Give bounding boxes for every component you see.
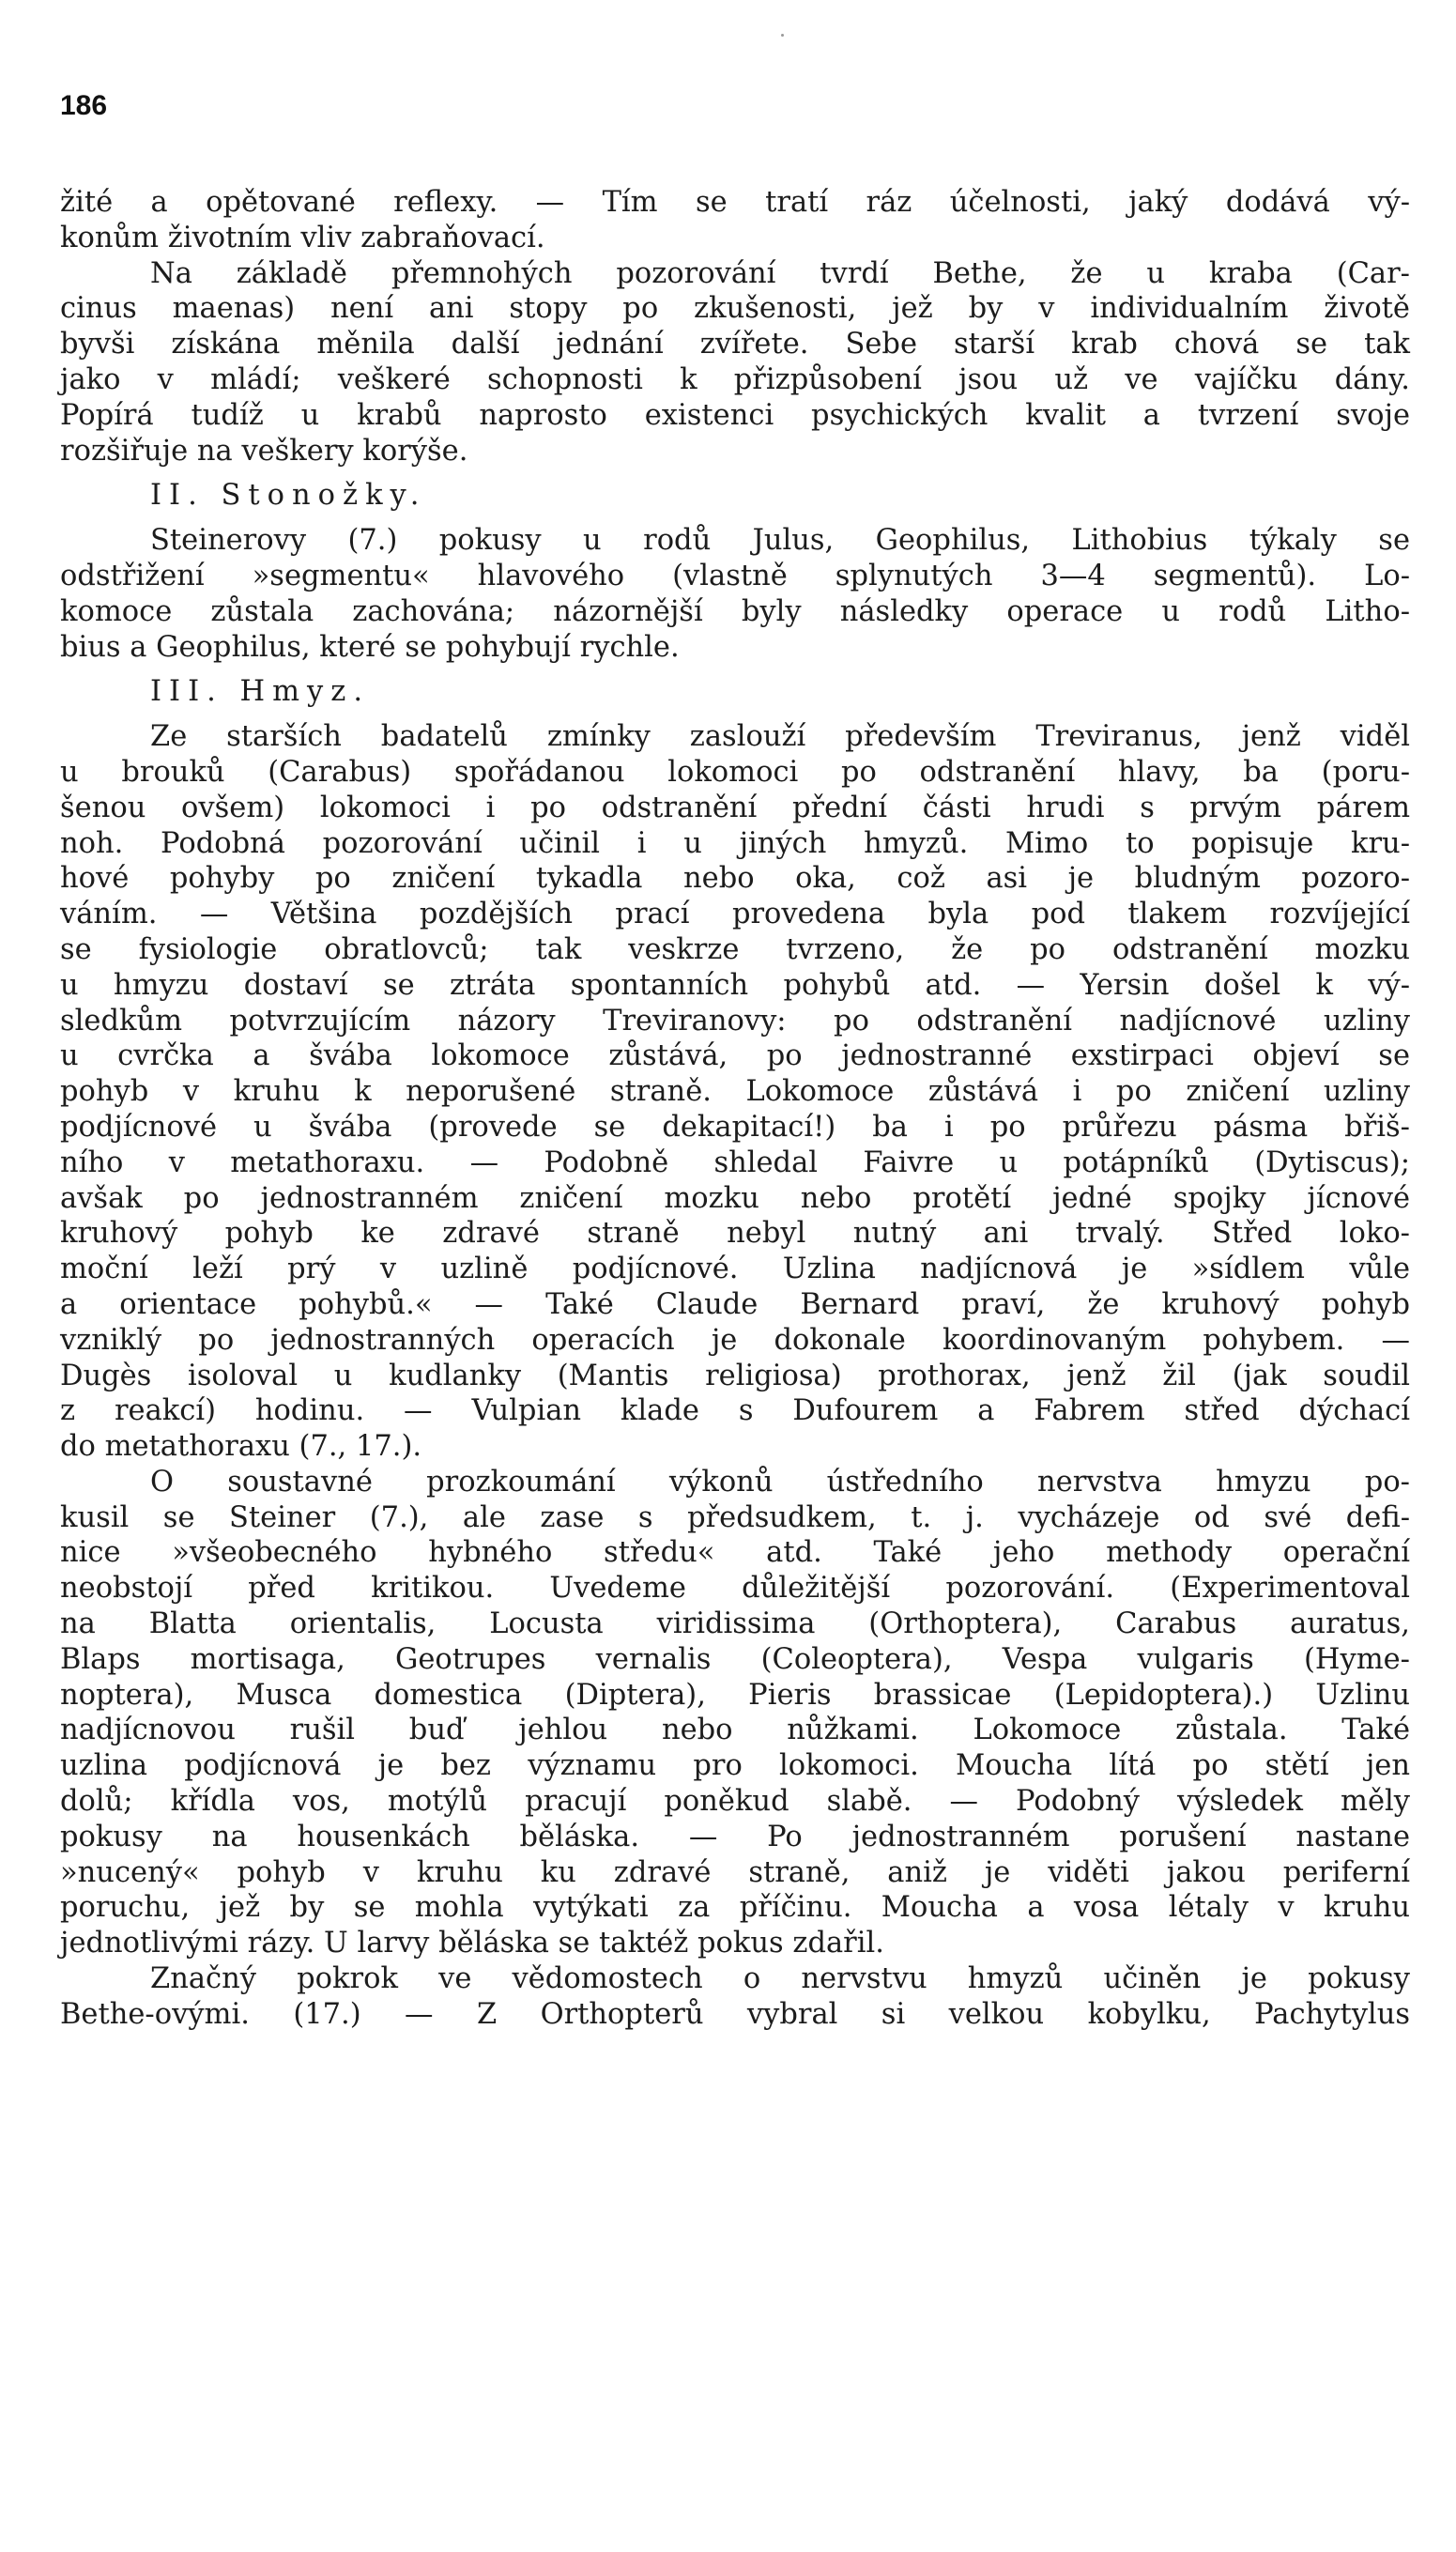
text-line: hové pohyby po zničení tykadla nebo oka, což asi je bludným pozoro- [60,862,1410,896]
text-line: na Blatta orientalis, Locusta viridissima (Orthoptera), Carabus auratus, [60,1607,1410,1641]
body-text [60,185,1410,2033]
text-line: vzniklý po jednostranných operacích je dokonale koordinovaným pohybem. — [60,1323,1410,1357]
text-line: odstřižení »segmentu« hlavového (vlastně splynutých 3—4 segmentů). Lo- [60,559,1410,592]
text-line: O soustavné prozkoumání výkonů ústředního nervstva hmyzu po- [150,1465,1410,1499]
text-line: u hmyzu dostaví se ztráta spontanních pohybů atd. — Yersin došel k vý- [60,968,1410,1002]
text-line: žité a opětované reflexy. — Tím se tratí ráz účelnosti, jaký dodává vý- [60,186,1410,219]
text-line: Značný pokrok ve vědomostech o nervstvu hmyzů učiněn je pokusy [150,1962,1410,1996]
text-line: dolů; křídla vos, motýlů pracují poněkud slabě. — Podobný výsledek měly [60,1785,1410,1819]
text-line: pohyb v kruhu k neporušené straně. Lokomoce zůstává i po zničení uzliny [60,1075,1410,1109]
text-line: Bethe-ovými. (17.) — Z Orthopterů vybral si velkou kobylku, Pachytylus [60,1997,1410,2031]
text-line: avšak po jednostranném zničení mozku nebo protětí jedné spojky jícnové [60,1181,1410,1215]
text-line: váním. — Většina pozdějších prací provedena byla pod tlakem rozvíjející [60,898,1410,931]
text-line: podjícnové u švába (provede se dekapitací!) ba i po průřezu pásma břiš- [60,1110,1410,1144]
text-line: komoce zůstala zachována; názornější byly následky operace u rodů Litho- [60,594,1410,628]
text-line: Steinerovy (7.) pokusy u rodů Julus, Geophilus, Lithobius týkaly se [150,524,1410,558]
scan-speck [781,34,784,37]
text-line: šenou ovšem) lokomoci i po odstranění přední části hrudi s prvým párem [60,791,1410,824]
text-line: konům životním vliv zabraňovací. [60,221,545,254]
text-line: bius a Geophilus, které se pohybují rychle. [60,630,680,664]
text-line: rozšiřuje na veškery korýše. [60,434,468,468]
section-heading: II. Stonožky. [150,479,427,513]
text-line: nadjícnovou rušil buď jehlou nebo nůžkami. Lokomoce zůstala. Také [60,1714,1410,1747]
text-line: »nucený« pohyb v kruhu ku zdravé straně, aniž je viděti jakou periferní [60,1855,1410,1889]
text-line: byvši získána měnila další jednání zvířete. Sebe starší krab chová se tak [60,328,1410,361]
text-line: Popírá tudíž u krabů naprosto existenci psychických kvalit a tvrzení svoje [60,398,1410,432]
text-line: z reakcí) hodinu. — Vulpian klade s Dufourem a Fabrem střed dýchací [60,1394,1410,1428]
text-line: do metathoraxu (7., 17.). [60,1430,422,1464]
text-line: Na základě přemnohých pozorování tvrdí Bethe, že u kraba (Car- [150,256,1410,290]
text-line: neobstojí před kritikou. Uvedeme důležitější pozorování. (Experimentoval [60,1572,1410,1606]
text-line: poruchu, jež by se mohla vytýkati za příčinu. Moucha a vosa létaly v kruhu [60,1891,1410,1925]
text-line: nice »všeobecného hybného středu« atd. Také jeho methody operační [60,1536,1410,1570]
section-heading: III. Hmyz. [150,675,371,709]
text-line: noh. Podobná pozorování učinil i u jiných hmyzů. Mimo to popisuje kru- [60,826,1410,860]
text-line: pokusy na housenkách běláska. — Po jednostranném porušení nastane [60,1820,1410,1853]
text-line: moční leží prý v uzlině podjícnové. Uzlina nadjícnová je »sídlem vůle [60,1253,1410,1286]
text-line: cinus maenas) není ani stopy po zkušenosti, jež by v individualním životě [60,292,1410,326]
text-line: Blaps mortisaga, Geotrupes vernalis (Coleoptera), Vespa vulgaris (Hyme- [60,1642,1410,1676]
text-line: se fysiologie obratlovců; tak veskrze tvrzeno, že po odstranění mozku [60,932,1410,966]
text-line: u cvrčka a švába lokomoce zůstává, po jednostranné exstirpaci objeví se [60,1039,1410,1073]
text-line: u brouků (Carabus) spořádanou lokomoci po odstranění hlavy, ba (poru- [60,755,1410,789]
text-line: jednotlivými rázy. U larvy běláska se taktéž pokus zdařil. [60,1927,884,1960]
text-line: sledkům potvrzujícím názory Treviranovy: po odstranění nadjícnové uzliny [60,1004,1410,1038]
text-line: noptera), Musca domestica (Diptera), Pieris brassicae (Lepidoptera).) Uzlinu [60,1678,1410,1712]
text-line: kruhový pohyb ke zdravé straně nebyl nutný ani trvalý. Střed loko- [60,1217,1410,1251]
page-number: 186 [60,90,108,121]
text-line: uzlina podjícnová je bez významu pro lokomoci. Moucha lítá po stětí jen [60,1749,1410,1783]
text-line: jako v mládí; veškeré schopnosti k přizpůsobení jsou už ve vajíčku dány. [60,362,1410,396]
text-line: Ze starších badatelů zmínky zaslouží především Treviranus, jenž viděl [150,720,1410,754]
text-line: Dugès isoloval u kudlanky (Mantis religiosa) prothorax, jenž žil (jak soudil [60,1359,1410,1392]
text-line: ního v metathoraxu. — Podobně shledal Faivre u potápníků (Dytiscus); [60,1145,1410,1179]
text-line: kusil se Steiner (7.), ale zase s předsudkem, t. j. vycházeje od své defi- [60,1500,1410,1534]
text-line: a orientace pohybů.« — Také Claude Bernard praví, že kruhový pohyb [60,1287,1410,1321]
